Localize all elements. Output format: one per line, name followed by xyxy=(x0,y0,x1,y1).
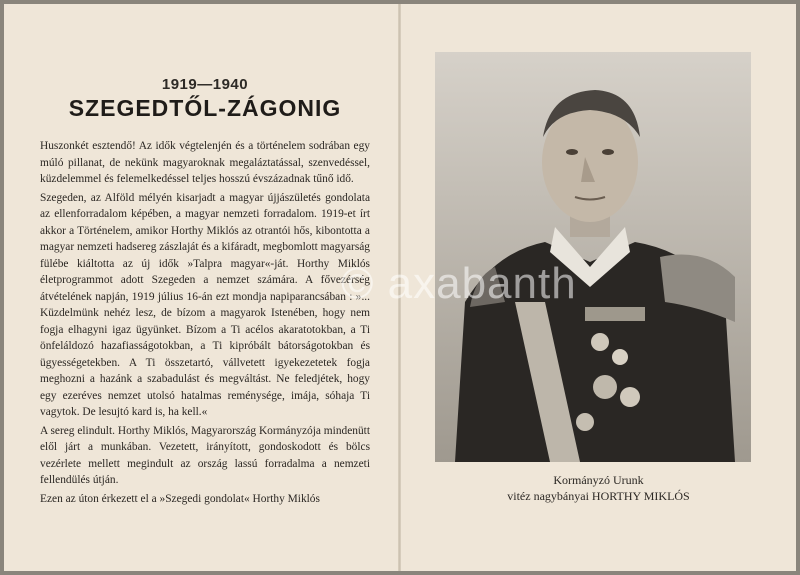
caption-line: vitéz nagybányai HORTHY MIKLÓS xyxy=(507,489,690,503)
main-title: SZEGEDTŐL-ZÁGONIG xyxy=(68,95,342,121)
portrait-photo xyxy=(435,52,751,462)
paragraph: Ezen az úton érkezett el a »Szegedi gondolat« Horthy Miklós xyxy=(40,492,320,505)
paragraph: Szegeden, az Alföld mélyén kisarjadt a magyar újjászületés gondolata az ellenforradalom képében, a magyar nemzeti forradalom. 1919-et írt akkor a Történelem, amikor Horthy Miklós az otrantói hős, kibontotta a magyar nemzeti hadsereg zászlaját és a kifáradt, megbomlott magyarság fülébe kiáltotta az új idők »Talpra magyar«-ját. Horthy Miklós életprogrammot adott Szegeden a nemzet számára. A fővezérség átvételének napján, 1919 július 16-án ezt mondja napiparancsában : »... Küzdelmünk nehéz lesz, de bízom a magyarok Istenében, hogy nem fogja elhagyni igaz ügyünket. Bízom a Ti acélos akaratotokban, a Ti önfeláldozó hazafiasságotokban, a Ti kipróbált bátorságotokban és ügyességetekben. A Ti összetartó, vállvetett igyekezetetek fogja meghozni a hazánk a szabadulást és megváltást. Ne feledjétek, hogy egy ezeréves nemzet utolsó hatalmas reménysége, imája, sóhaja Ti vagytok. De lesujtó kard is, ha kell.« xyxy=(40,191,370,418)
portrait-caption xyxy=(401,472,796,504)
title-years: 1919—1940 xyxy=(161,76,249,93)
right-page xyxy=(341,4,796,571)
article-body xyxy=(40,138,370,507)
watermark: © axabanth xyxy=(341,259,577,308)
caption-line: Kormányzó Urunk xyxy=(553,473,644,487)
portrait-illustration xyxy=(435,52,751,462)
left-page xyxy=(40,70,370,509)
paragraph: A sereg elindult. Horthy Miklós, Magyarország Kormányzója mindenütt elől járt a munkában. Vezetett, irányított, gondoskodott és bölcs vezérlete mellett megindult az ország lassú forradalma a nemzeti fellendülés útján. xyxy=(40,424,370,486)
paragraph: Huszonkét esztendő! Az idők végtelenjén és a történelem sodrában egy múló pillanat, de nekünk magyaroknak megaláztatással, szenvedéssel, küzdelemmel és felemelkedéssel teljes hosszú évszázadnak tűnő idő. xyxy=(40,140,370,185)
